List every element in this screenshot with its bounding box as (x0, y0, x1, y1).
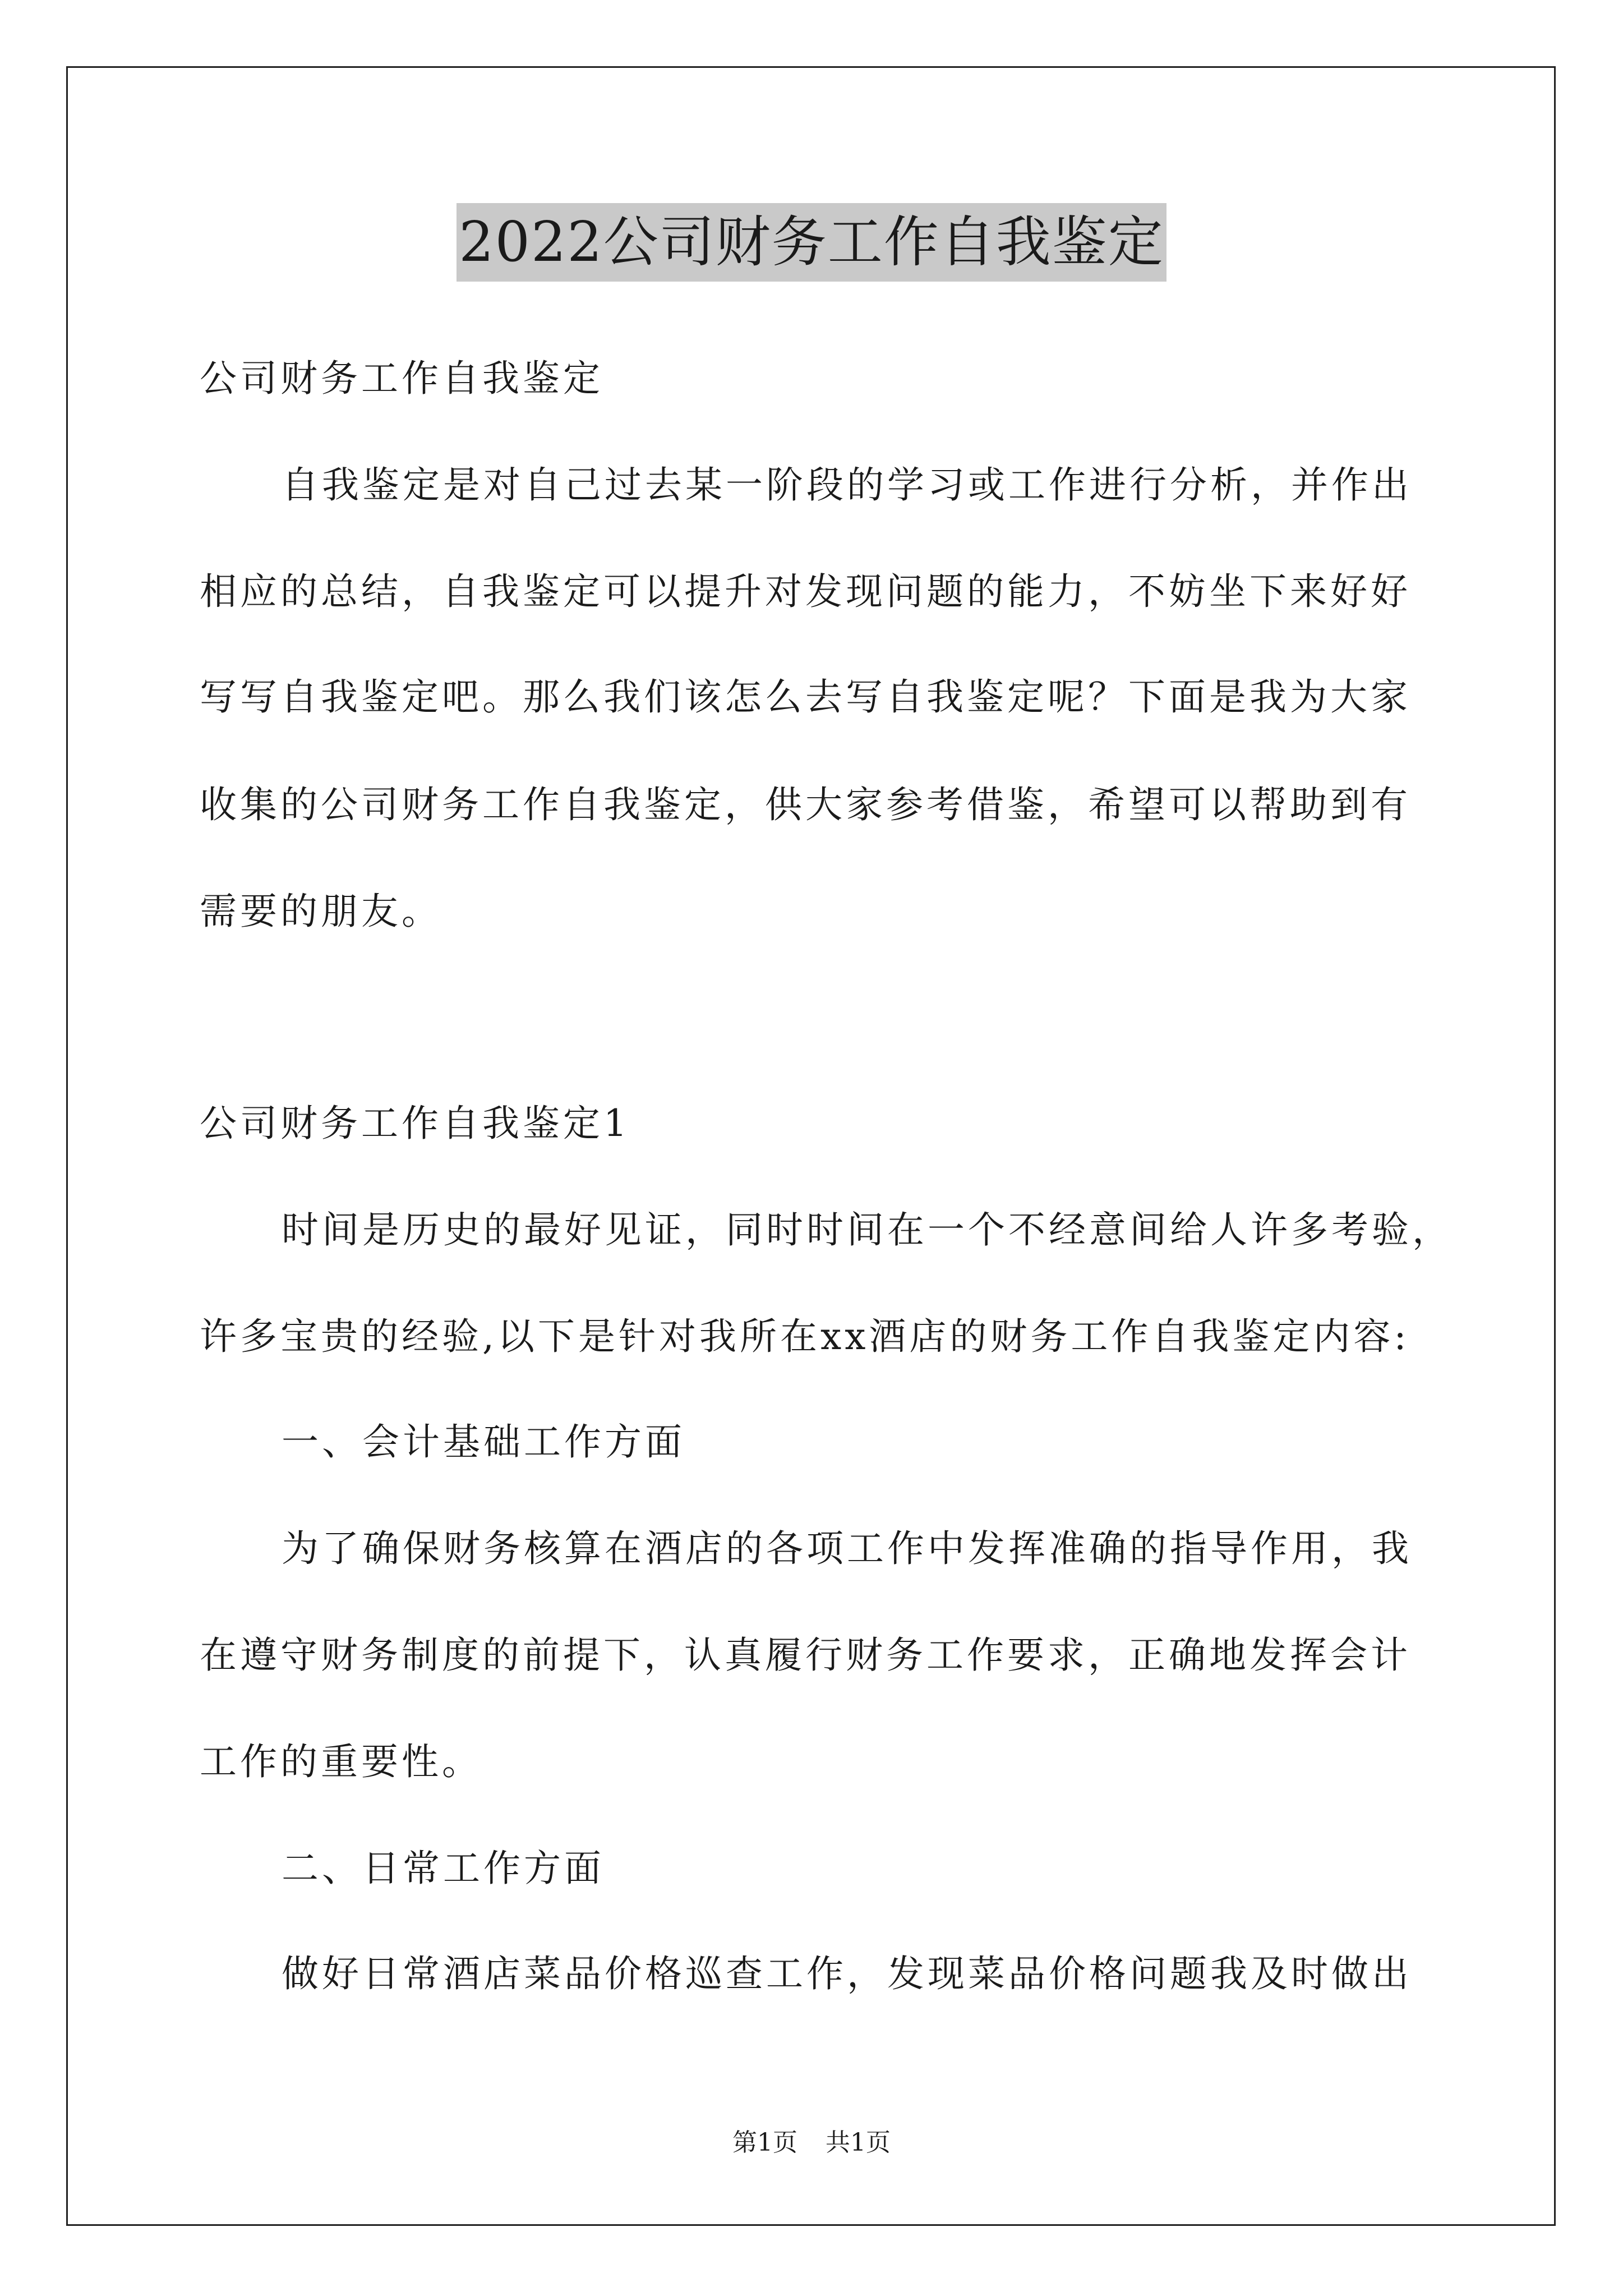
intro-line-5: 需要的朋友。 (200, 890, 442, 933)
page-current: 第1页 (732, 2128, 797, 2157)
intro-line-2: 相应的总结，自我鉴定可以提升对发现问题的能力，不妨坐下来好好 (200, 570, 1411, 613)
part1-heading: 一、会计基础工作方面 (282, 1420, 685, 1464)
page-total: 共1页 (826, 2128, 891, 2157)
page-footer (0, 2126, 1623, 2160)
section-line-1: 时间是历史的最好见证，同时时间在一个不经意间给人许多考验， (282, 1208, 1453, 1251)
part2-line-1: 做好日常酒店菜品价格巡查工作，发现菜品价格问题我及时做出 (282, 1952, 1412, 1995)
intro-line-3: 写写自我鉴定吧。那么我们该怎么去写自我鉴定呢？下面是我为大家 (200, 675, 1411, 719)
intro-line-4: 收集的公司财务工作自我鉴定，供大家参考借鉴，希望可以帮助到有 (200, 783, 1411, 826)
part1-line-2: 在遵守财务制度的前提下，认真履行财务工作要求，正确地发挥会计 (200, 1634, 1411, 1677)
part1-line-3: 工作的重要性。 (200, 1740, 482, 1783)
subheading: 公司财务工作自我鉴定 (200, 357, 603, 400)
section-heading: 公司财务工作自我鉴定1 (200, 1102, 630, 1145)
part2-heading: 二、日常工作方面 (282, 1847, 605, 1890)
part1-line-1: 为了确保财务核算在酒店的各项工作中发挥准确的指导作用，我 (282, 1527, 1412, 1570)
title-container (0, 203, 1623, 282)
intro-line-1: 自我鉴定是对自己过去某一阶段的学习或工作进行分析，并作出 (282, 463, 1412, 507)
document-title: 2022公司财务工作自我鉴定 (457, 203, 1166, 282)
section-line-2: 许多宝贵的经验,以下是针对我所在xx酒店的财务工作自我鉴定内容: (200, 1315, 1410, 1358)
